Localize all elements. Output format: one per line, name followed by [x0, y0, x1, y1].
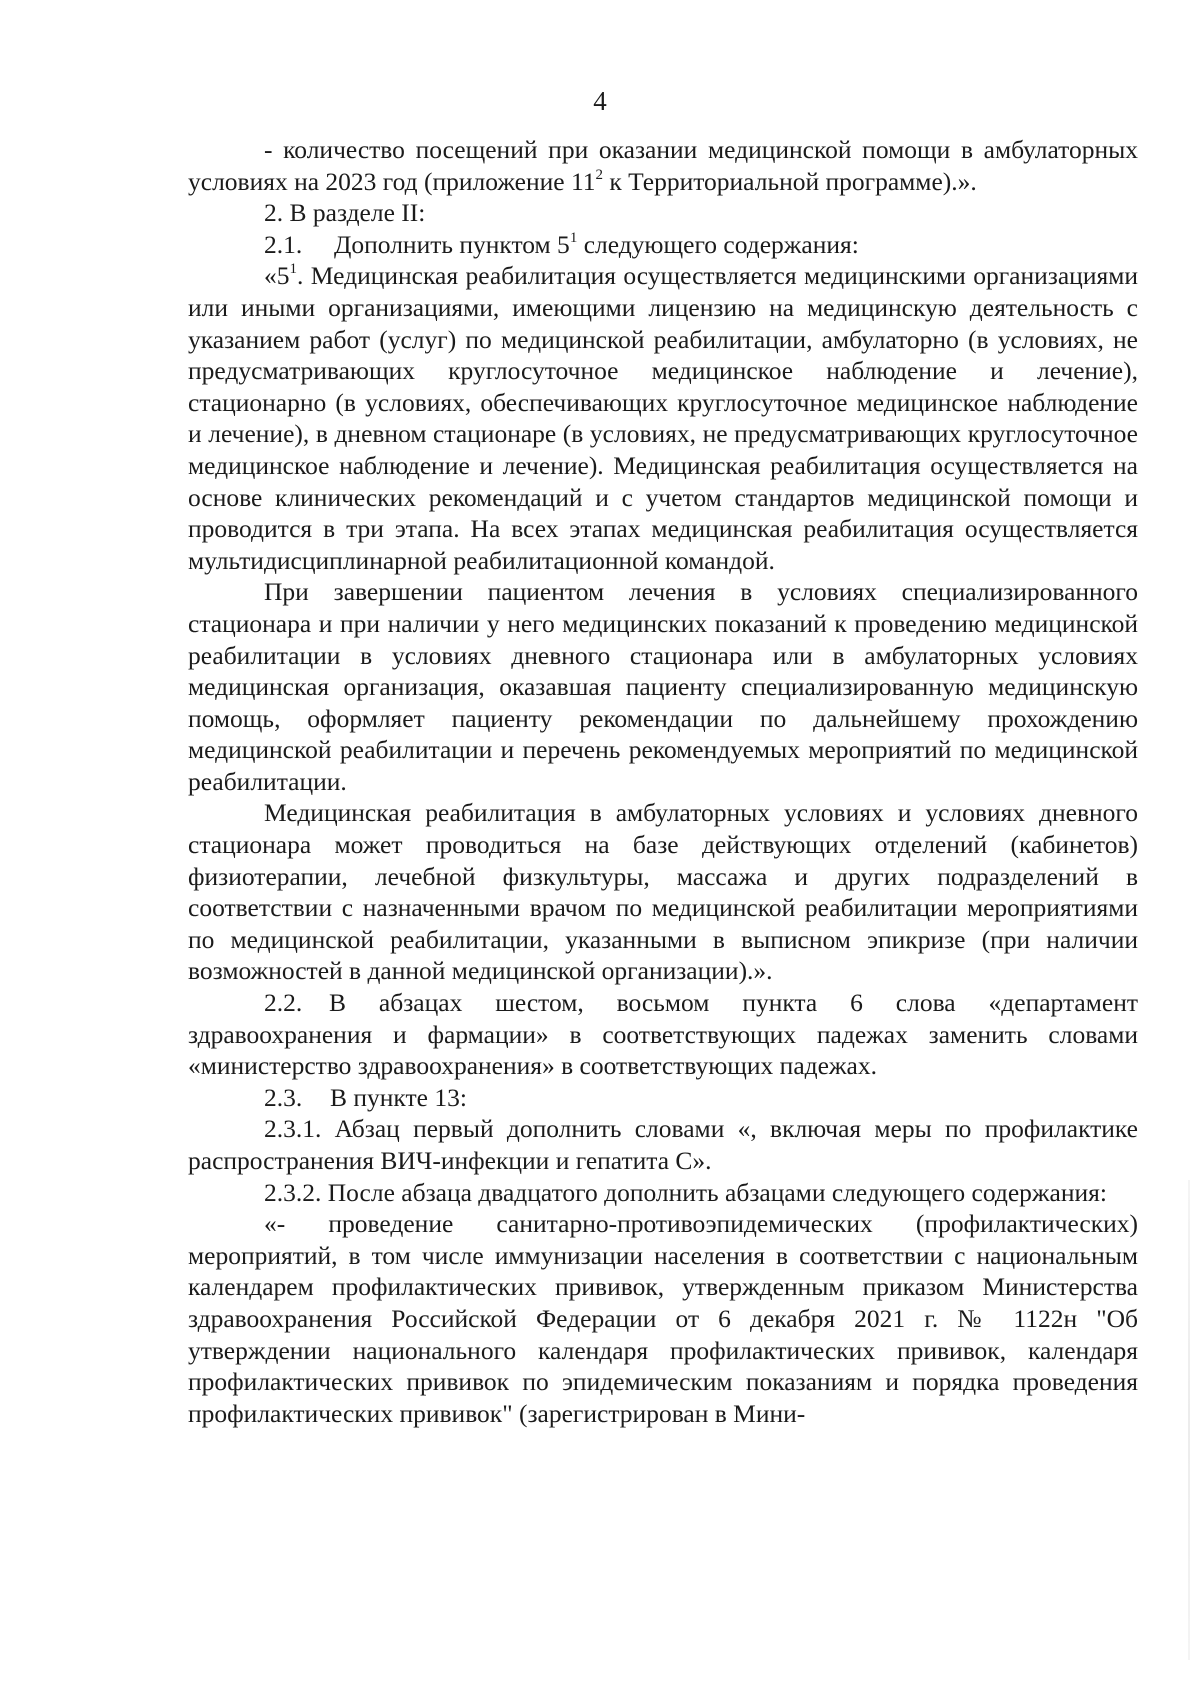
item-2-1: 2.1. Дополнить пунктом $5^1$ следующего содержания: [264, 229, 859, 259]
paragraph-rehabilitation: «$5^1$. Медицинская реабилитация осуществляется медицинскими организациями или иными организациями, имеющими лицензию на медицинскую деятельность с указанием работ (услуг) по медицинской реабилитации, амбулаторно (в условиях, не предусматривающих круглосуточное медицинское наблюдение и лечение), стационарно (в условиях, обеспечивающих круглосуточное медицинское наблюдение и лечение), в дневном стационаре (в условиях, не предусматривающих круглосуточное медицинское наблюдение и лечение). Медицинская реабилитация осуществляется на основе клинических рекомендаций и с учетом стандартов медицинской помощи и проводится в три этапа. На всех этапах медицинская реабилитация осуществляется мультидисциплинарной реабилитационной командой. [188, 261, 1138, 575]
item-2-2: 2.2. В абзацах шестом, восьмом пункта 6 слова «департамент здравоохранения и фармации» в соответствующих падежах заменить словами «министерство здравоохранения» в соответствующих падежах. [188, 988, 1138, 1081]
document-body [188, 134, 1138, 1429]
item-2-3-2: 2.3.2. После абзаца двадцатого дополнить абзацами следующего содержания: [264, 1177, 1107, 1207]
page-number: 4 [593, 86, 607, 116]
superscript: 1 [569, 229, 578, 246]
paragraph-immunization: «- проведение санитарно-противоэпидемических (профилактических) мероприятий, в том числе иммунизации населения в соответствии с национальным календарем профилактических прививок, утвержденным приказом Министерства здравоохранения Российской Федерации от 6 декабря 2021 г. № 1122н "Об утверждении национального календаря профилактических прививок, календаря профилактических прививок по эпидемическим показаниям и порядка проведения профилактических прививок" (зарегистрирован в Мини- [188, 1209, 1138, 1428]
paragraph-discharge: При завершении пациентом лечения в условиях специализированного стационара и при наличии у него медицинских показаний к проведению медицинской реабилитации в условиях дневного стационара или в амбулаторных условиях медицинская организация, оказавшая пациенту специализированную медицинскую помощь, оформляет пациенту рекомендации по дальнейшему прохождению медицинской реабилитации и перечень рекомендуемых мероприятий по медицинской реабилитации. [188, 577, 1138, 796]
item-number: 2.3. [264, 1082, 303, 1112]
paragraph-ambulatory-rehab: Медицинская реабилитация в амбулаторных условиях и условиях дневного стационара может проводиться на базе действующих отделений (кабинетов) физиотерапии, лечебной физкультуры, массажа и других подразделений в соответствии с назначенными врачом по медицинской реабилитации мероприятиями по медицинской реабилитации, указанными в выписном эпикризе (при наличии возможностей в данной медицинской организации).». [188, 798, 1138, 986]
item-2-3-1: 2.3.1. Абзац первый дополнить словами «, включая меры по профилактике распространения ВИЧ-инфекции и гепатита С». [188, 1114, 1138, 1175]
superscript: 1 [289, 261, 297, 278]
superscript: 2 [595, 166, 604, 183]
paragraph-visits: - количество посещений при оказании медицинской помощи в амбулаторных условиях на 2023 год (приложение $11^2$ к Территориальной программе).». [188, 135, 1138, 196]
item-number: 2.2. [264, 988, 303, 1018]
item-number: 2.1. [264, 229, 303, 259]
scan-edge-artifact [1188, 1180, 1190, 1660]
item-2-3: 2.3. В пункте 13: [264, 1082, 467, 1112]
section-heading-2: 2. В разделе II: [264, 198, 426, 228]
